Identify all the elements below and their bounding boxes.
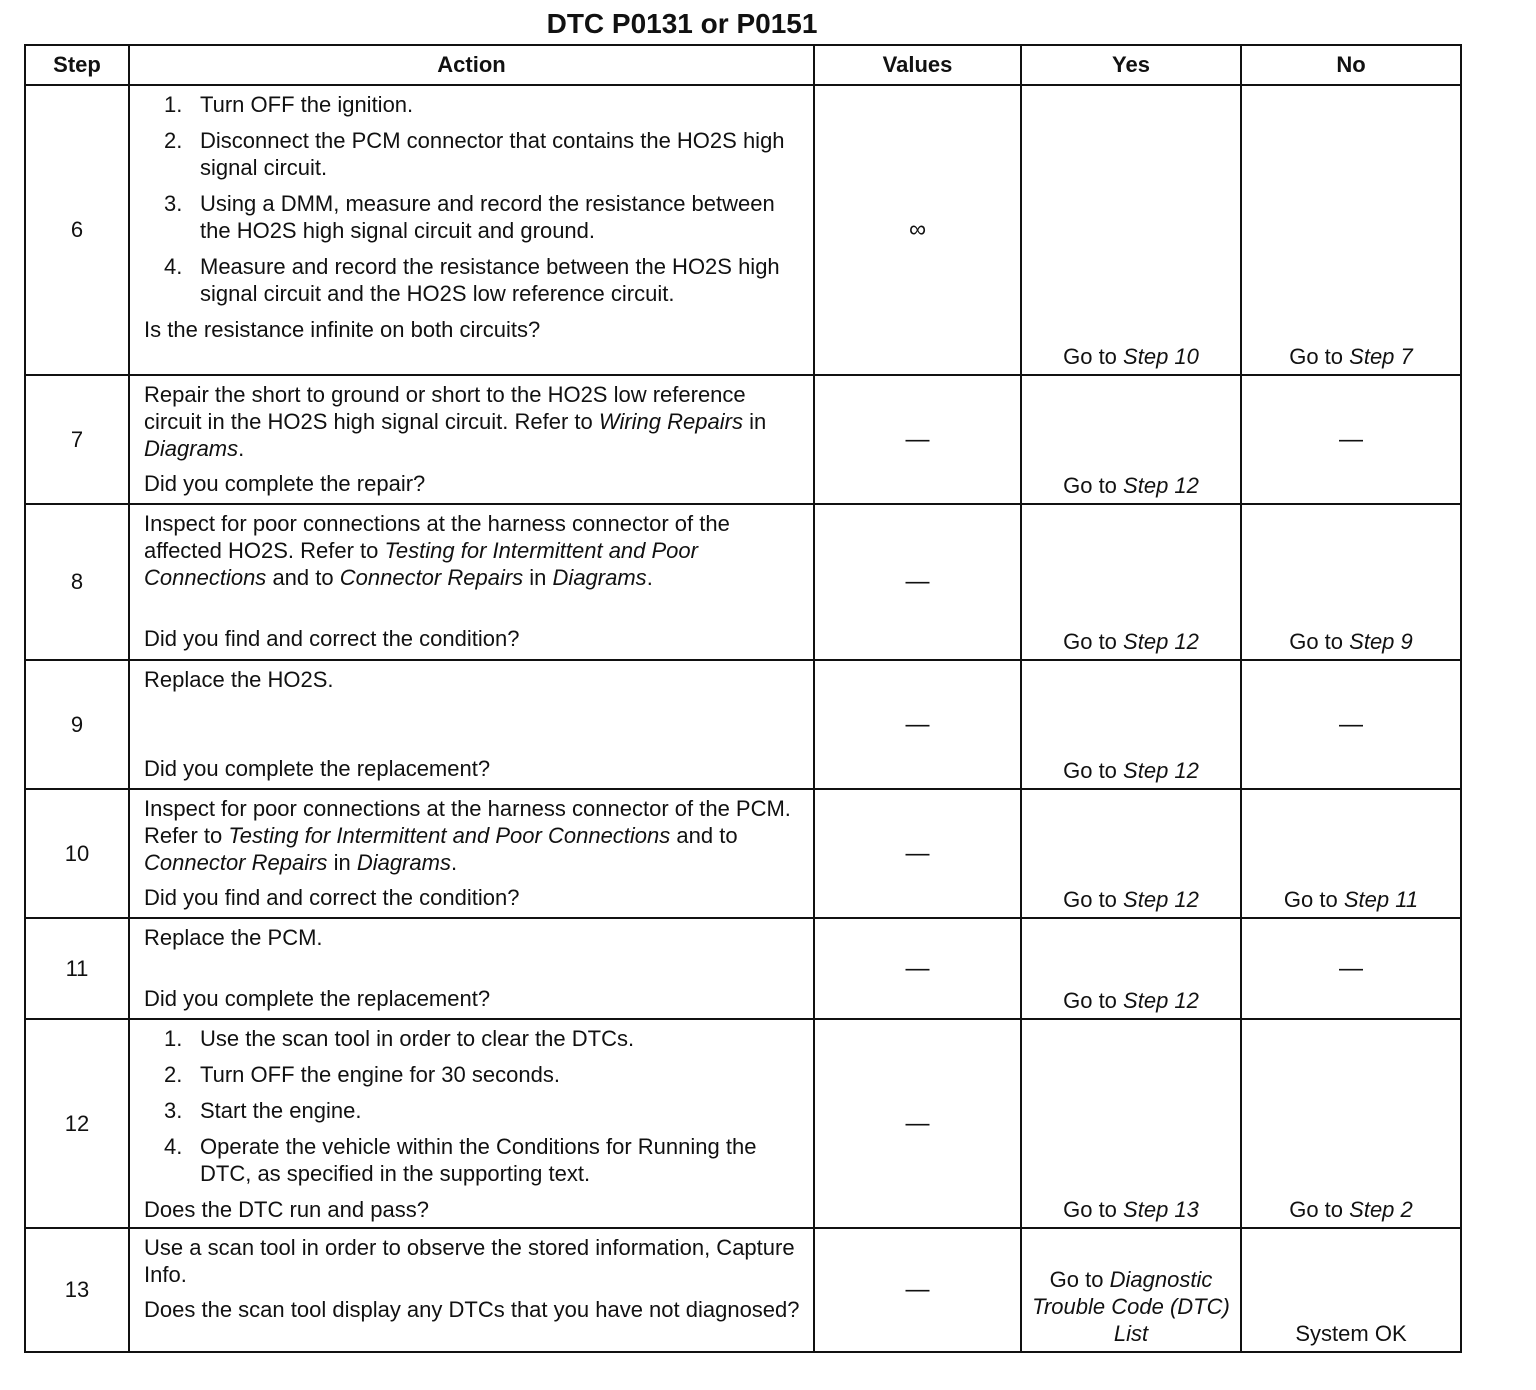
- table-row: [25, 85, 1461, 375]
- value-cell: —: [814, 1019, 1021, 1228]
- step-number: 13: [25, 1228, 129, 1352]
- action-cell: [129, 85, 814, 375]
- no-cell: Go to Step 11: [1241, 789, 1461, 918]
- value-cell: —: [814, 660, 1021, 789]
- action-cell: [129, 660, 814, 789]
- step-number: 12: [25, 1019, 129, 1228]
- value-cell: —: [814, 918, 1021, 1019]
- action-description: Replace the HO2S.: [144, 667, 334, 692]
- yes-cell: Go to Step 12: [1021, 660, 1241, 789]
- no-cell: —: [1241, 660, 1461, 789]
- action-cell: [129, 504, 814, 660]
- question: Did you find and correct the condition?: [144, 885, 520, 910]
- question: Did you complete the replacement?: [144, 756, 491, 781]
- action-cell: [129, 1228, 814, 1352]
- value-cell: —: [814, 789, 1021, 918]
- table-row: [25, 375, 1461, 504]
- action-description: Inspect for poor connections at the harness connector of the PCM. Refer to Testing for Intermittent and Poor Connections and to Connector Repairs in Diagrams.: [144, 796, 791, 875]
- no-cell: —: [1241, 918, 1461, 1019]
- question: Did you find and correct the condition?: [144, 626, 520, 651]
- list-item: 2. Disconnect the PCM connector that contains the HO2S high signal circuit.: [164, 128, 785, 180]
- header-row: [25, 45, 1461, 85]
- action-description: Replace the PCM.: [144, 925, 323, 950]
- yes-cell: Go to Step 13: [1021, 1019, 1241, 1228]
- step-number: 6: [25, 85, 129, 375]
- list-item: 1. Use the scan tool in order to clear the DTCs.: [164, 1026, 635, 1051]
- list-item: 4. Operate the vehicle within the Conditions for Running the DTC, as specified in the supporting text.: [164, 1134, 757, 1186]
- action-cell: [129, 789, 814, 918]
- step-number: 9: [25, 660, 129, 789]
- action-cell: [129, 375, 814, 504]
- yes-cell: Go to Step 12: [1021, 789, 1241, 918]
- action-description: Repair the short to ground or short to the HO2S low reference circuit in the HO2S high signal circuit. Refer to Wiring Repairs in Diagrams.: [144, 382, 767, 461]
- step-number: 10: [25, 789, 129, 918]
- step-number: 8: [25, 504, 129, 660]
- table-row: [25, 660, 1461, 789]
- header-no: No: [1241, 45, 1461, 85]
- value-cell: —: [814, 1228, 1021, 1352]
- yes-cell: Go to Step 12: [1021, 918, 1241, 1019]
- action-description: Inspect for poor connections at the harness connector of the affected HO2S. Refer to Testing for Intermittent and Poor Connections and to Connector Repairs in Diagrams.: [144, 511, 730, 590]
- step-number: 11: [25, 918, 129, 1019]
- question: Does the DTC run and pass?: [144, 1197, 429, 1222]
- list-item: 2. Turn OFF the engine for 30 seconds.: [164, 1062, 560, 1087]
- header-yes: Yes: [1021, 45, 1241, 85]
- value-cell: —: [814, 504, 1021, 660]
- no-cell: Go to Step 7: [1241, 85, 1461, 375]
- header-action: Action: [129, 45, 814, 85]
- header-step: Step: [25, 45, 129, 85]
- list-item: 3. Using a DMM, measure and record the resistance between the HO2S high signal circuit and ground.: [164, 191, 775, 243]
- value-cell: ∞: [814, 85, 1021, 375]
- list-item: 3. Start the engine.: [164, 1098, 362, 1123]
- header-values: Values: [814, 45, 1021, 85]
- no-cell: Go to Step 2: [1241, 1019, 1461, 1228]
- no-cell: Go to Step 9: [1241, 504, 1461, 660]
- table-row: [25, 1228, 1461, 1352]
- table-row: [25, 789, 1461, 918]
- page-title: DTC P0131 or P0151: [546, 8, 818, 39]
- no-cell: —: [1241, 375, 1461, 504]
- table-row: [25, 504, 1461, 660]
- table-row: [25, 1019, 1461, 1228]
- question: Does the scan tool display any DTCs that you have not diagnosed?: [144, 1297, 800, 1322]
- question: Did you complete the replacement?: [144, 986, 491, 1011]
- action-description: Use a scan tool in order to observe the stored information, Capture Info.: [144, 1235, 795, 1287]
- table-row: [25, 918, 1461, 1019]
- no-cell: System OK: [1241, 1228, 1461, 1352]
- yes-cell: Go to Diagnostic Trouble Code (DTC) List: [1021, 1228, 1241, 1352]
- question: Is the resistance infinite on both circuits?: [144, 317, 541, 342]
- question: Did you complete the repair?: [144, 471, 426, 496]
- yes-cell: Go to Step 12: [1021, 504, 1241, 660]
- diagnostic-table: [24, 44, 1462, 1353]
- step-number: 7: [25, 375, 129, 504]
- action-cell: [129, 1019, 814, 1228]
- value-cell: —: [814, 375, 1021, 504]
- list-item: 4. Measure and record the resistance between the HO2S high signal circuit and the HO2S low reference circuit.: [164, 254, 780, 306]
- list-item: 1. Turn OFF the ignition.: [164, 92, 414, 117]
- action-cell: [129, 918, 814, 1019]
- yes-cell: Go to Step 12: [1021, 375, 1241, 504]
- yes-cell: Go to Step 10: [1021, 85, 1241, 375]
